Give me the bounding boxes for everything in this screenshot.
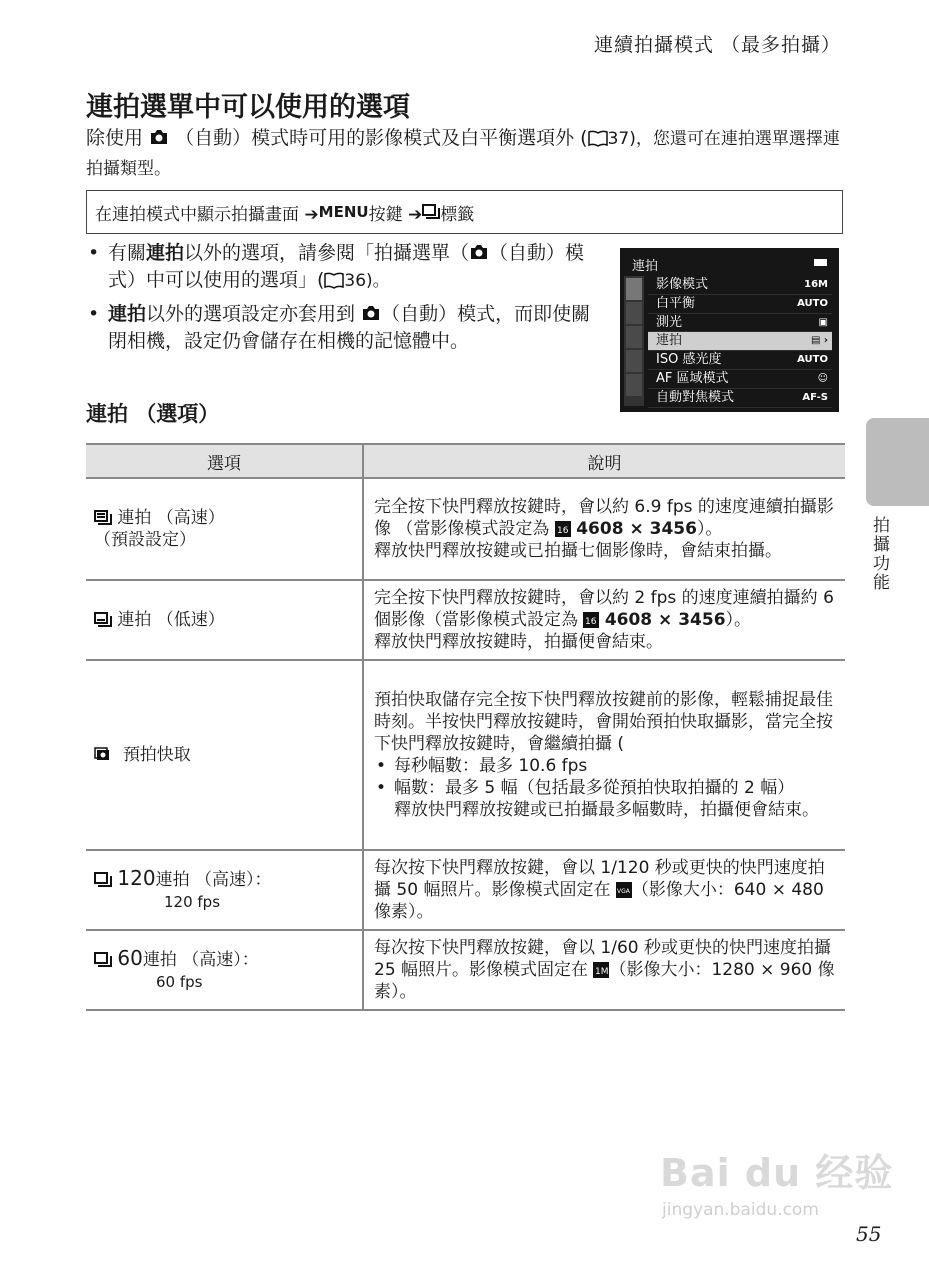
- option-cell: [86, 660, 363, 850]
- watermark-logo: Bai du 经验: [660, 1151, 894, 1195]
- camera-menu-row[interactable]: [648, 314, 832, 333]
- nav-text-3: 標籤: [440, 204, 475, 225]
- menu-row-label: 自動對焦模式: [656, 389, 735, 405]
- note-text: （自動）模式，而即使關閉相機，設定仍會儲存在相機的記憶體中。: [108, 303, 591, 352]
- option-cell: [86, 478, 363, 580]
- menu-row-label: ISO 感光度: [656, 352, 722, 368]
- menu-row-value: ▤ ›: [810, 335, 828, 347]
- camera-menu-row[interactable]: [648, 389, 832, 408]
- desc-text: （影像大小：640 × 480 像素）。: [374, 880, 824, 922]
- camera-menu-row[interactable]: [648, 295, 832, 314]
- table-row: [86, 580, 845, 660]
- chapter-tab: [866, 418, 929, 506]
- desc-text: 幅數：最多 5 幅（包括最多從預拍快取拍攝的 2 幅）: [394, 778, 795, 798]
- camera-menu-title: 連拍: [632, 259, 659, 274]
- nav-text-2: 按鍵 ➔: [368, 204, 423, 225]
- menu-button-label: MENU: [318, 203, 369, 221]
- image-size-16m-icon: [583, 612, 599, 628]
- option-cell: [86, 930, 363, 1010]
- continuous-60-icon: [94, 952, 112, 968]
- note-text: （自動）模式）中可以使用的選項」(: [108, 242, 585, 291]
- camera-menu-row[interactable]: [648, 351, 832, 370]
- option-name: 預拍快取: [122, 745, 191, 765]
- option-cell: [86, 580, 363, 660]
- desc-text: 釋放快門釋放按鍵或已拍攝七個影像時，會結束拍攝。: [374, 541, 782, 561]
- desc-text: 完全按下快門釋放按鍵時，會以約 2 fps 的速度連續拍攝約 6 個影像（當影像模式設定為: [374, 588, 834, 630]
- fps-number: 60: [117, 946, 143, 970]
- watermark-url: jingyan.baidu.com: [662, 1200, 819, 1220]
- book-ref-icon: [588, 129, 608, 147]
- movie-tab-icon: [626, 302, 642, 324]
- option-cell: [86, 850, 363, 930]
- menu-row-label: AF 區域模式: [656, 370, 729, 386]
- intro-text-3: 37)，您還可在連拍選單選擇連拍攝類型。: [86, 129, 840, 179]
- options-table: [86, 443, 845, 1011]
- description-cell: [363, 850, 845, 930]
- option-name: 連拍 （高速）：: [142, 950, 259, 970]
- notes-list: [86, 240, 606, 361]
- desc-text: 預拍快取儲存完全按下快門釋放按鍵前的影像，輕鬆捕捉最佳時刻。半按快門釋放按鍵時，會開始預拍快取攝影，當完全按下快門釋放按鍵時，會繼續拍攝 (: [374, 690, 833, 754]
- option-name: 連拍 （低速）: [117, 610, 225, 630]
- note-text: 以外的選項，請參閱「拍攝選單（: [184, 242, 470, 264]
- menu-row-label: 白平衡: [656, 295, 696, 311]
- camera-auto-icon: [361, 303, 381, 323]
- note-bold: 連拍: [146, 242, 185, 264]
- intro-paragraph: [86, 124, 846, 184]
- image-size-16m-icon: [555, 521, 571, 537]
- desc-text: 完全按下快門釋放按鍵時，會以約 6.9 fps 的速度連續拍攝影像 （當影像模式設定為: [374, 497, 834, 539]
- desc-text: 每次按下快門釋放按鍵，會以 1/60 秒或更快的快門速度拍攝 25 幅照片。影像模式固定在: [374, 938, 831, 980]
- svg-text:VGA: VGA: [616, 888, 630, 895]
- chapter-label: 拍攝功能: [869, 516, 889, 592]
- camera-auto-icon: [149, 127, 169, 147]
- svg-text:16: 16: [556, 526, 569, 536]
- svg-text:1M: 1M: [595, 967, 609, 977]
- table-row: [86, 850, 845, 930]
- camera-auto-icon: [469, 242, 489, 262]
- continuous-120-icon: [94, 872, 112, 888]
- pre-shooting-cache-icon: [94, 747, 112, 763]
- description-cell: [363, 580, 845, 660]
- desc-text: 每秒幅數：最多 10.6 fps: [394, 756, 588, 776]
- camera-menu-row-selected[interactable]: [648, 332, 832, 351]
- setup-tab-icon: [626, 350, 642, 372]
- page-number: 55: [856, 1222, 882, 1246]
- book-ref-icon: [324, 271, 344, 289]
- continuous-low-icon: [94, 612, 112, 628]
- desc-text: 每次按下快門釋放按鍵，會以 1/120 秒或更快的快門速度拍攝 50 幅照片。影像模式固定在: [374, 858, 825, 900]
- description-cell: [363, 660, 845, 850]
- menu-row-label: 測光: [656, 314, 683, 330]
- desc-bold: 4608 × 3456: [604, 610, 726, 630]
- camera-menu-row[interactable]: [648, 370, 832, 389]
- camera-menu-screenshot: [620, 248, 839, 412]
- menu-row-value: ☺: [817, 372, 828, 384]
- desc-text: 釋放快門釋放按鍵或已拍攝最多幅數時，拍攝便會結束。: [394, 800, 819, 820]
- desc-bullet: [374, 777, 837, 821]
- camera-menu-tabs: [624, 276, 644, 406]
- intro-text-2: （自動）模式時可用的影像模式及白平衡選項外 (: [175, 127, 588, 149]
- menu-row-label: 影像模式: [656, 277, 709, 292]
- table-header-row: [86, 444, 845, 478]
- continuous-tab-icon: [626, 278, 642, 300]
- column-header-option: 選項: [86, 444, 363, 478]
- menu-row-value: ▣: [818, 316, 828, 328]
- table-row: [86, 660, 845, 850]
- fps-number: 120: [117, 866, 156, 890]
- camera-menu-row[interactable]: [648, 276, 832, 295]
- option-name: 連拍 （高速）: [117, 508, 225, 528]
- note-text: 36)。: [344, 271, 390, 291]
- menu-row-value: 16M: [804, 279, 828, 290]
- svg-text:16: 16: [585, 617, 597, 627]
- note-text: 有關: [108, 242, 147, 264]
- column-header-description: 說明: [363, 444, 845, 478]
- note-item: [86, 301, 606, 355]
- option-fps: 120 fps: [164, 893, 221, 911]
- wrench-tab-icon: [626, 326, 642, 348]
- subsection-title: 連拍 （選項）: [86, 402, 220, 426]
- option-fps: 60 fps: [156, 973, 203, 991]
- desc-bold: 4608 × 3456: [576, 519, 697, 539]
- battery-icon: [814, 259, 827, 266]
- menu-row-value: AF-S: [802, 391, 828, 403]
- note-item: [86, 240, 606, 295]
- description-cell: [363, 930, 845, 1010]
- menu-row-label: 連拍: [656, 333, 683, 349]
- note-text: 以外的選項設定亦套用到: [146, 303, 362, 325]
- running-header: 連續拍攝模式 （最多拍攝）: [593, 34, 841, 56]
- menu-row-value: AUTO: [797, 297, 828, 309]
- table-row: [86, 930, 845, 1010]
- desc-text: （影像大小：1280 × 960 像素）。: [374, 960, 835, 1002]
- menu-row-value: AUTO: [797, 354, 828, 366]
- continuous-tab-icon: [422, 204, 440, 220]
- extra-tab-icon: [626, 374, 642, 396]
- desc-bullet: [374, 755, 837, 777]
- desc-text: ）。: [725, 610, 752, 630]
- menu-path-box: [86, 190, 843, 234]
- description-cell: [363, 478, 845, 580]
- option-name: 連拍 （高速）：: [155, 870, 272, 890]
- desc-text: ）。: [696, 519, 723, 539]
- nav-text-1: 在連拍模式中顯示拍攝畫面 ➔: [95, 204, 319, 225]
- table-row: [86, 478, 845, 580]
- desc-text: 釋放快門釋放按鍵時，拍攝便會結束。: [374, 632, 663, 652]
- option-note: （預設設定）: [94, 530, 196, 550]
- note-bold: 連拍: [108, 303, 147, 325]
- intro-text-1: 除使用: [86, 127, 144, 149]
- image-size-1m-icon: [593, 962, 609, 978]
- continuous-high-icon: [94, 510, 112, 526]
- section-title: 連拍選單中可以使用的選項: [86, 92, 410, 123]
- image-size-vga-icon: [616, 882, 632, 898]
